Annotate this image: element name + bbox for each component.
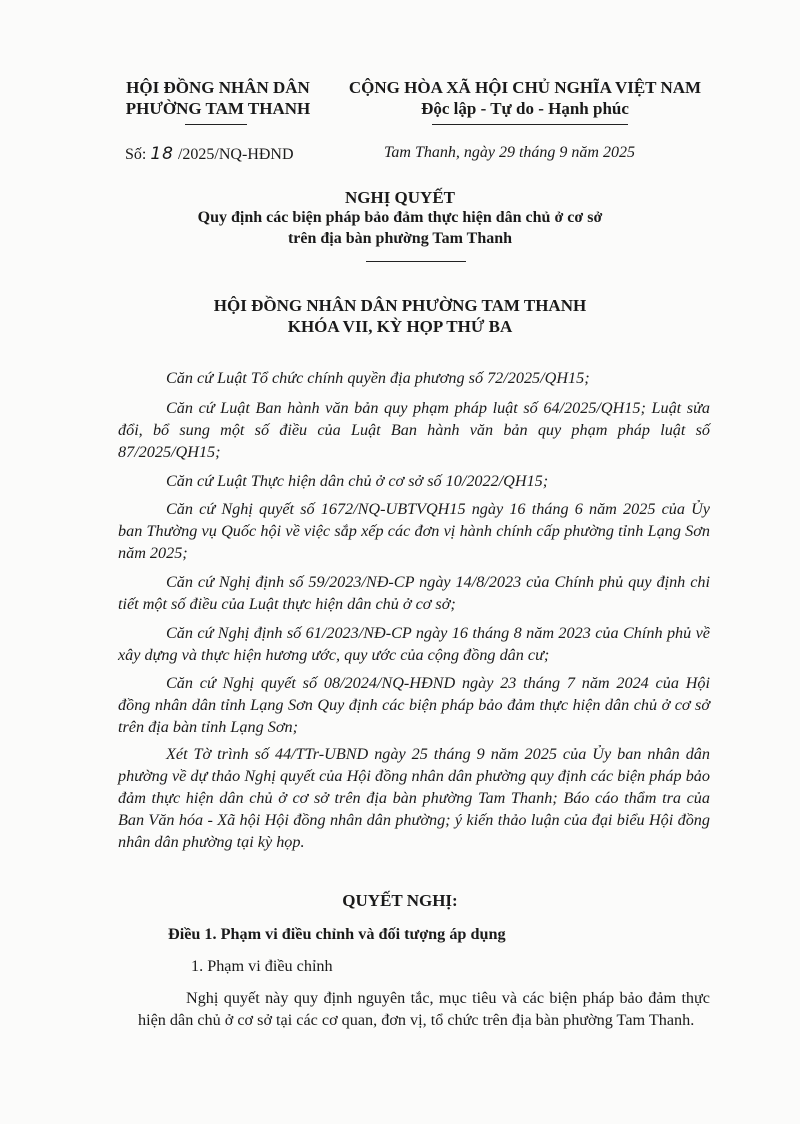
preamble-item: Căn cứ Luật Tổ chức chính quyền địa phương số 72/2025/QH15;: [166, 369, 590, 387]
issuing-session: KHÓA VII, KỲ HỌP THỨ BA: [287, 317, 513, 336]
article-1-title: Điều 1. Phạm vi điều chỉnh và đối tượng áp dụng: [168, 925, 506, 943]
preamble-item: Căn cứ Nghị quyết số 08/2024/NQ-HĐND ngày 23 tháng 7 năm 2024 của Hội đồng nhân dân tỉnh Lạng Sơn Quy định các biện pháp bảo đảm thực hiện dân chủ ở cơ sở trên địa bàn tỉnh Lạng Sơn;: [118, 674, 710, 736]
document-subtitle-line2: trên địa bàn phường Tam Thanh: [287, 230, 513, 247]
national-header: [330, 77, 720, 119]
motto-underline: [432, 124, 628, 125]
article-1-item-1-title: 1. Phạm vi điều chỉnh: [191, 957, 333, 975]
preamble-item: Căn cứ Nghị định số 59/2023/NĐ-CP ngày 14/8/2023 của Chính phủ quy định chi tiết một số điều của Luật thực hiện dân chủ ở cơ sở;: [118, 573, 710, 613]
preamble-item: Căn cứ Nghị quyết số 1672/NQ-UBTVQH15 ngày 16 tháng 6 năm 2025 của Ủy ban Thường vụ Quốc hội về việc sắp xếp các đơn vị hành chính cấp phường tỉnh Lạng Sơn năm 2025;: [118, 500, 710, 562]
preamble-item: Căn cứ Nghị định số 61/2023/NĐ-CP ngày 16 tháng 8 năm 2023 của Chính phủ về xây dựng và thực hiện hương ước, quy ước của cộng đồng dân cư;: [118, 624, 710, 664]
national-motto: Độc lập - Tự do - Hạnh phúc: [421, 99, 629, 118]
place-date: Tam Thanh, ngày 29 tháng 9 năm 2025: [384, 144, 635, 161]
issuer-underline: [185, 124, 247, 125]
handwritten-number: 18: [150, 144, 174, 164]
document-number-suffix: /2025/NQ-HĐND: [173, 146, 294, 163]
resolution-heading: QUYẾT NGHỊ:: [342, 891, 458, 910]
issuer-council: HỘI ĐỒNG NHÂN DÂN: [126, 78, 310, 97]
preamble-item: Căn cứ Luật Ban hành văn bản quy phạm pháp luật số 64/2025/QH15; Luật sửa đổi, bổ sung một số điều của Luật Ban hành văn bản quy phạm pháp luật số 87/2025/QH15;: [118, 399, 710, 461]
article-1-item-1-body: Nghị quyết này quy định nguyên tắc, mục tiêu và các biện pháp bảo đảm thực hiện dân chủ ở cơ sở tại các cơ quan, đơn vị, tổ chức trên địa bàn phường Tam Thanh.: [138, 989, 710, 1029]
document-title: NGHỊ QUYẾT: [344, 188, 456, 207]
preamble-item: Xét Tờ trình số 44/TTr-UBND ngày 25 tháng 9 năm 2025 của Ủy ban nhân dân phường về dự thảo Nghị quyết của Hội đồng nhân dân phường quy định các biện pháp bảo đảm thực hiện dân chủ ở cơ sở trên địa bàn phường Tam Thanh; Báo cáo thẩm tra của Ban Văn hóa - Xã hội Hội đồng nhân dân phường; ý kiến thảo luận của đại biểu Hội đồng nhân dân phường tại kỳ họp.: [118, 745, 710, 851]
document-subtitle-line1: Quy định các biện pháp bảo đảm thực hiện dân chủ ở cơ sở: [197, 209, 603, 226]
issuer-header: [118, 77, 318, 119]
national-title: CỘNG HÒA XÃ HỘI CHỦ NGHĨA VIỆT NAM: [348, 78, 702, 97]
preamble-item: Căn cứ Luật Thực hiện dân chủ ở cơ sở số 10/2022/QH15;: [166, 472, 549, 490]
issuer-ward: PHƯỜNG TAM THANH: [125, 99, 311, 118]
document-number: [125, 144, 294, 164]
title-underline: [366, 261, 466, 262]
issuing-body: HỘI ĐỒNG NHÂN DÂN PHƯỜNG TAM THANH: [213, 296, 587, 315]
document-number-prefix: Số:: [125, 146, 151, 163]
